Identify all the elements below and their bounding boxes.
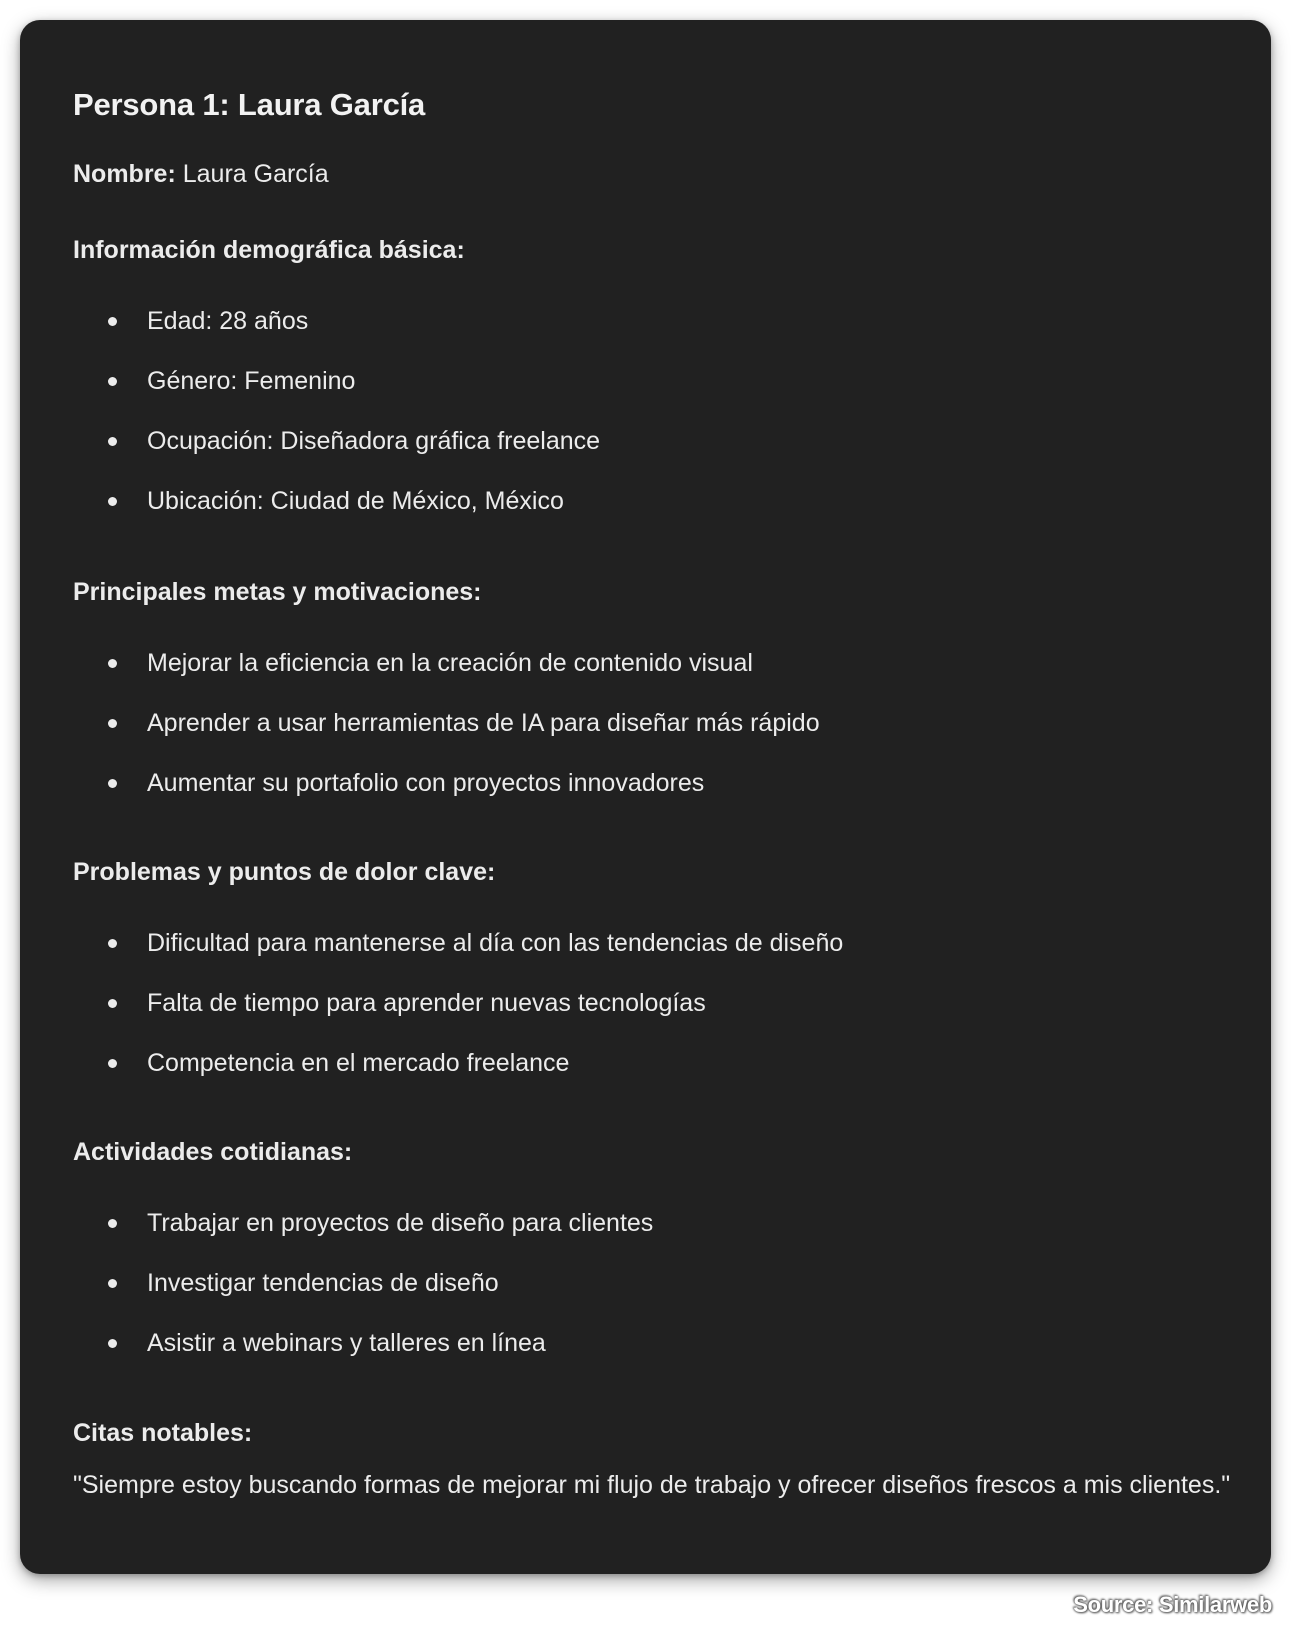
list-item: [73, 1328, 653, 1388]
persona-title: Persona 1: Laura García: [73, 87, 426, 122]
demographics-heading: Información demográfica básica:: [73, 236, 465, 264]
bullet-icon: [108, 1339, 117, 1348]
name-value: Laura García: [175, 160, 329, 188]
goals-heading: Principales metas y motivaciones:: [73, 578, 482, 606]
list-item: [73, 1208, 653, 1268]
activities-list: [73, 1208, 653, 1388]
notable-quote: "Siempre estoy buscando formas de mejorar mi flujo de trabajo y ofrecer diseños frescos a mis clientes.": [73, 1471, 1231, 1499]
name-line: [73, 158, 329, 191]
bullet-icon: [108, 437, 117, 446]
bullet-icon: [108, 779, 117, 788]
list-item-text: Investigar tendencias de diseño: [147, 1269, 499, 1297]
list-item: [73, 486, 600, 546]
list-item: [73, 648, 820, 708]
bullet-icon: [108, 1219, 117, 1228]
bullet-icon: [108, 317, 117, 326]
list-item-text: Ubicación: Ciudad de México, México: [147, 487, 564, 515]
goals-list: [73, 648, 820, 828]
list-item-text: Competencia en el mercado freelance: [147, 1049, 570, 1077]
bullet-icon: [108, 999, 117, 1008]
source-watermark: Source: Similarweb: [1073, 1592, 1272, 1617]
demographics-list: [73, 306, 600, 546]
bullet-icon: [108, 939, 117, 948]
list-item: [73, 426, 600, 486]
list-item-text: Aprender a usar herramientas de IA para diseñar más rápido: [147, 709, 820, 737]
list-item-text: Falta de tiempo para aprender nuevas tecnologías: [147, 989, 706, 1017]
list-item: [73, 306, 600, 366]
persona-card: [20, 20, 1271, 1574]
list-item: [73, 708, 820, 768]
pain-points-list: [73, 928, 843, 1108]
list-item-text: Ocupación: Diseñadora gráfica freelance: [147, 427, 601, 455]
bullet-icon: [108, 1279, 117, 1288]
list-item: [73, 928, 843, 988]
list-item-text: Mejorar la eficiencia en la creación de contenido visual: [147, 649, 753, 677]
bullet-icon: [108, 1059, 117, 1068]
list-item-text: Género: Femenino: [147, 367, 356, 395]
list-item: [73, 1048, 843, 1108]
list-item-text: Edad: 28 años: [147, 307, 309, 335]
list-item-text: Asistir a webinars y talleres en línea: [147, 1329, 546, 1357]
name-label: Nombre:: [73, 160, 176, 188]
list-item-text: Aumentar su portafolio con proyectos innovadores: [147, 769, 705, 797]
quotes-heading: Citas notables:: [73, 1419, 253, 1447]
bullet-icon: [108, 659, 117, 668]
bullet-icon: [108, 719, 117, 728]
bullet-icon: [108, 377, 117, 386]
list-item-text: Trabajar en proyectos de diseño para clientes: [147, 1209, 654, 1237]
list-item: [73, 988, 843, 1048]
list-item: [73, 366, 600, 426]
list-item-text: Dificultad para mantenerse al día con las tendencias de diseño: [147, 929, 844, 957]
activities-heading: Actividades cotidianas:: [73, 1138, 353, 1166]
list-item: [73, 768, 820, 828]
list-item: [73, 1268, 653, 1328]
pain-points-heading: Problemas y puntos de dolor clave:: [73, 858, 496, 886]
bullet-icon: [108, 497, 117, 506]
